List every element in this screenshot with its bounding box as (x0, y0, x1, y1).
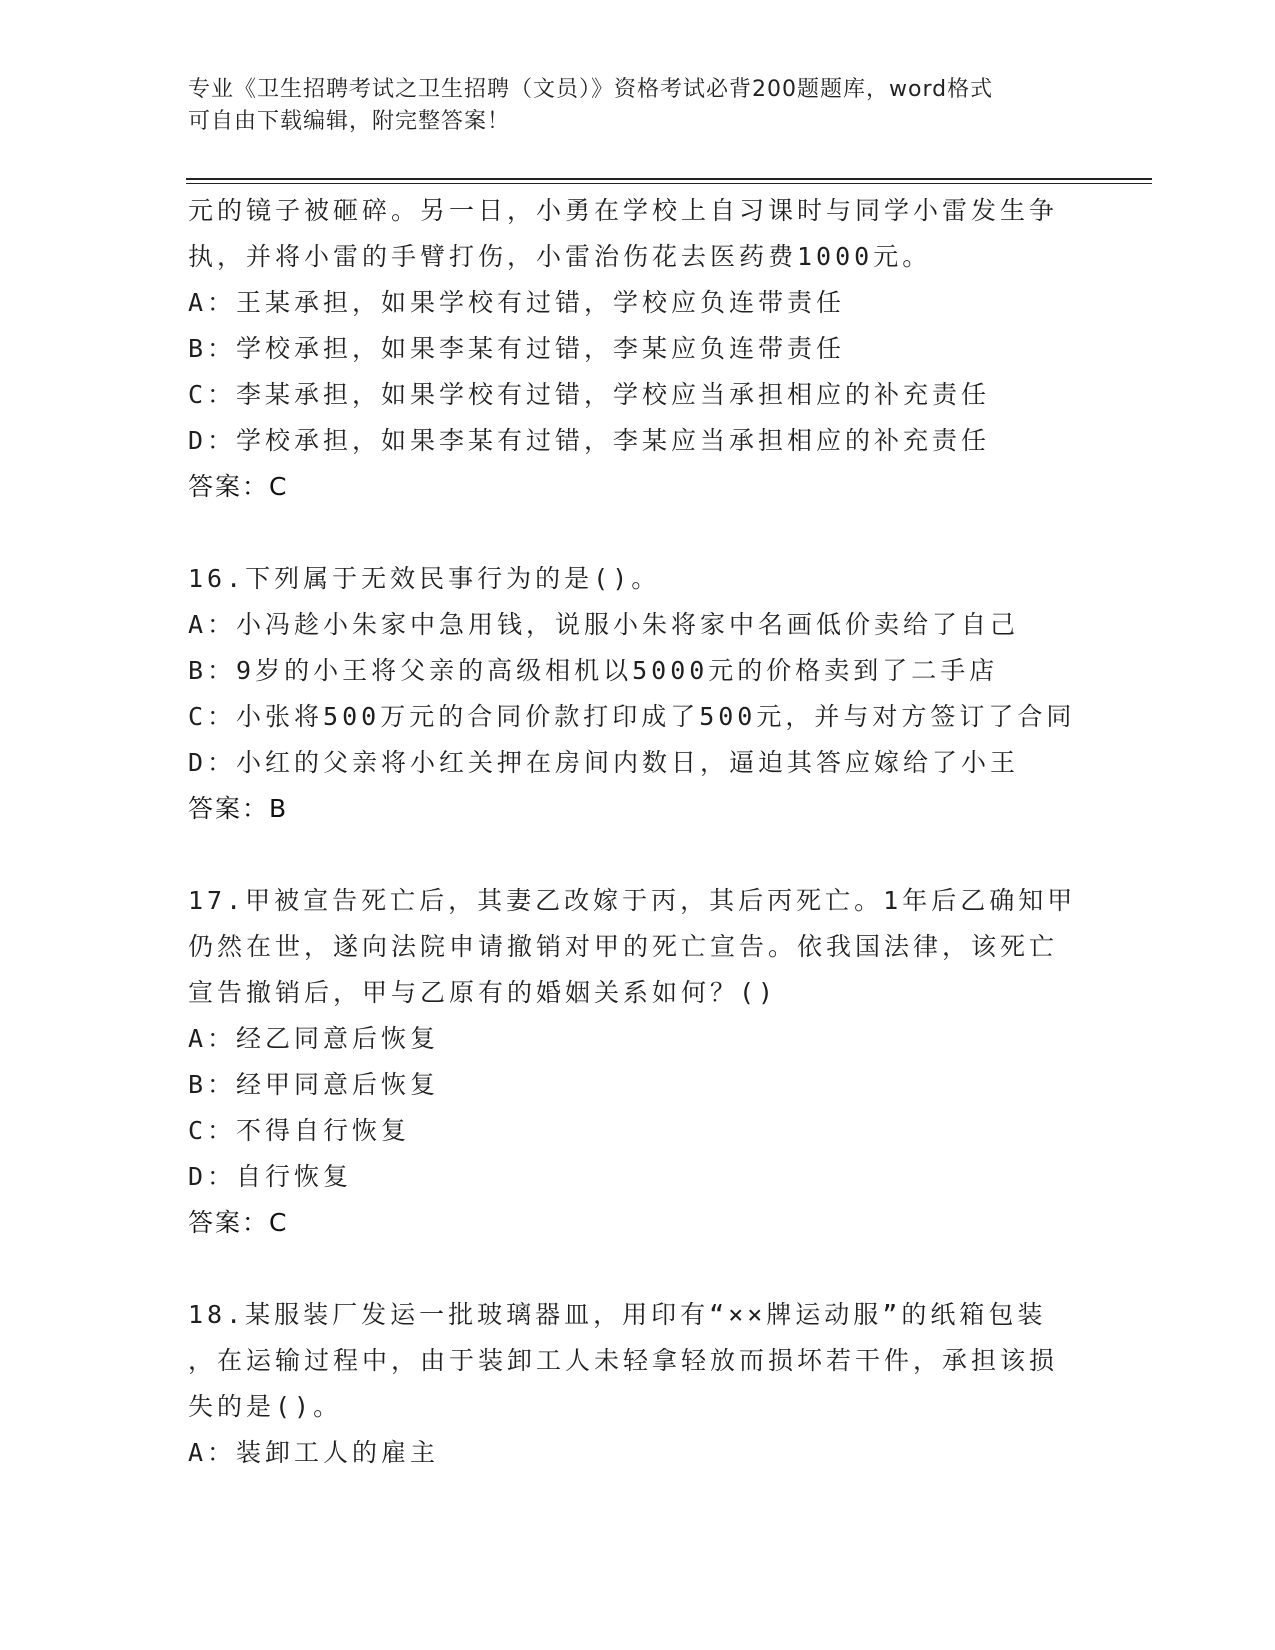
option-d: D：小红的父亲将小红关押在房间内数日，逼迫其答应嫁给了小王 (188, 748, 1020, 777)
answer-label: 答案：C (188, 1208, 289, 1237)
option-c: C：不得自行恢复 (188, 1116, 411, 1145)
header-divider-thick (186, 178, 1152, 180)
answer-label: 答案：C (188, 472, 289, 501)
question-text-line: 执，并将小雷的手臂打伤，小雷治伤花去医药费1000元。 (188, 242, 932, 271)
header-line-2: 可自由下载编辑，附完整答案！ (188, 109, 511, 134)
answer-label: 答案：B (188, 794, 289, 823)
question-text-line: 元的镜子被砸碎。另一日，小勇在学校上自习课时与同学小雷发生争 (188, 196, 1059, 225)
question-content (188, 188, 1088, 1476)
question-text-line: 16.下列属于无效民事行为的是()。 (188, 564, 661, 593)
option-b: B：9岁的小王将父亲的高级相机以5000元的价格卖到了二手店 (188, 656, 999, 685)
option-d: D：自行恢复 (188, 1162, 353, 1191)
option-b: B：经甲同意后恢复 (188, 1070, 440, 1099)
option-c: C：李某承担，如果学校有过错，学校应当承担相应的补充责任 (188, 380, 991, 409)
question-17 (188, 878, 1088, 1246)
header-divider-thin (186, 183, 1152, 184)
option-a: A：小冯趁小朱家中急用钱，说服小朱将家中名画低价卖给了自己 (188, 610, 1020, 639)
spacer (188, 832, 1088, 878)
question-text-line: 失的是()。 (188, 1392, 343, 1421)
option-a: A：经乙同意后恢复 (188, 1024, 440, 1053)
question-text-line: 18.某服装厂发运一批玻璃器皿，用印有“××牌运动服”的纸箱包装 (188, 1300, 1047, 1329)
option-a: A：王某承担，如果学校有过错，学校应负连带责任 (188, 288, 846, 317)
question-18 (188, 1292, 1088, 1476)
question-text-line: ，在运输过程中，由于装卸工人未轻拿轻放而损坏若干件，承担该损 (188, 1346, 1059, 1375)
option-a: A：装卸工人的雇主 (188, 1438, 440, 1467)
spacer (188, 510, 1088, 556)
question-text-line: 宣告撤销后，甲与乙原有的婚姻关系如何？() (188, 978, 778, 1007)
option-c: C：小张将500万元的合同价款打印成了500元，并与对方签订了合同 (188, 702, 1076, 731)
question-text-line: 17.甲被宣告死亡后，其妻乙改嫁于丙，其后丙死亡。1年后乙确知甲 (188, 886, 1077, 915)
header-line-1: 专业《卫生招聘考试之卫生招聘（文员）》资格考试必背200题题库，word格式 (188, 77, 994, 102)
question-15-continuation (188, 188, 1088, 510)
option-d: D：学校承担，如果李某有过错，李某应当承担相应的补充责任 (188, 426, 991, 455)
spacer (188, 1246, 1088, 1292)
option-b: B：学校承担，如果李某有过错，李某应负连带责任 (188, 334, 846, 363)
document-header (188, 74, 1088, 138)
question-16 (188, 556, 1088, 832)
question-text-line: 仍然在世，遂向法院申请撤销对甲的死亡宣告。依我国法律，该死亡 (188, 932, 1059, 961)
